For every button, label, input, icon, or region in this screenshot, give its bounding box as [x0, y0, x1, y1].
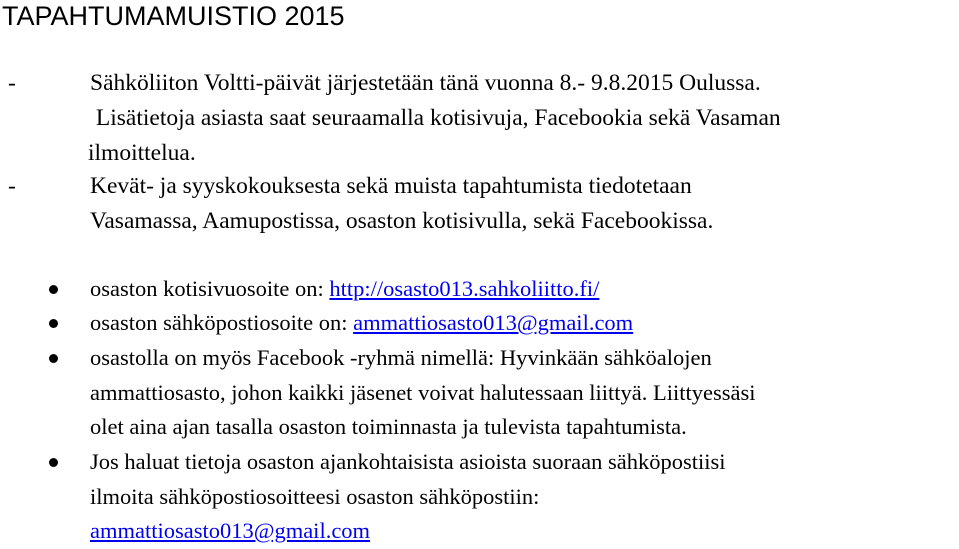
homepage-label: osaston kotisivuosoite on: [90, 276, 330, 301]
bullet-line: olet aina ajan tasalla osaston toiminnasta ja tulevista tapahtumista. [90, 414, 687, 439]
bullet-email-text [90, 306, 956, 341]
dash-marker: - [8, 173, 16, 199]
bullet-line [90, 514, 956, 549]
bullet-dot-icon [49, 285, 58, 294]
email-link[interactable]: ammattiosasto013@gmail.com [353, 310, 634, 335]
dash-item-text [90, 66, 950, 171]
bullet-line: ilmoita sähköpostiosoitteesi osaston sähköpostiin: [90, 483, 540, 509]
bullet-homepage-text [90, 272, 956, 307]
dash-line: ilmoittelua. [88, 140, 196, 166]
contact-email-link[interactable]: ammattiosasto013@gmail.com [90, 518, 371, 543]
dash-line: Sähköliiton Voltti-päivät järjestetään tänä vuonna 8.- 9.8.2015 Oulussa. [90, 70, 761, 96]
dash-line: Lisätietoja asiasta saat seuraamalla kotisivuja, Facebookia sekä Vasaman [90, 105, 781, 131]
bullet-dot-icon [49, 354, 58, 363]
bullet-line [90, 306, 956, 341]
bullet-line: ammattiosasto, johon kaikki jäsenet voivat halutessaan liittyä. Liittyessäsi [90, 379, 756, 405]
bullet-dot-icon [49, 458, 58, 467]
bullet-line [90, 272, 956, 307]
bullet-line: osastolla on myös Facebook -ryhmä nimellä: Hyvinkään sähköalojen [90, 345, 712, 370]
document-title: TAPAHTUMAMUISTIO 2015 [2, 1, 345, 31]
bullet-line: Jos haluat tietoja osaston ajankohtaisista asioista suoraan sähköpostiisi [90, 449, 726, 474]
bullet-contact-text [90, 445, 956, 549]
homepage-link[interactable]: http://osasto013.sahkoliitto.fi/ [329, 276, 600, 301]
dash-item-text [90, 169, 950, 239]
email-label: osaston sähköpostiosoite on: [90, 310, 354, 335]
dash-marker: - [8, 70, 16, 96]
bullet-dot-icon [49, 319, 58, 328]
dash-line: Vasamassa, Aamupostissa, osaston kotisivulla, sekä Facebookissa. [90, 208, 714, 234]
bullet-facebook-text [90, 341, 956, 445]
dash-line: Kevät- ja syyskokouksesta sekä muista tapahtumista tiedotetaan [90, 173, 692, 199]
